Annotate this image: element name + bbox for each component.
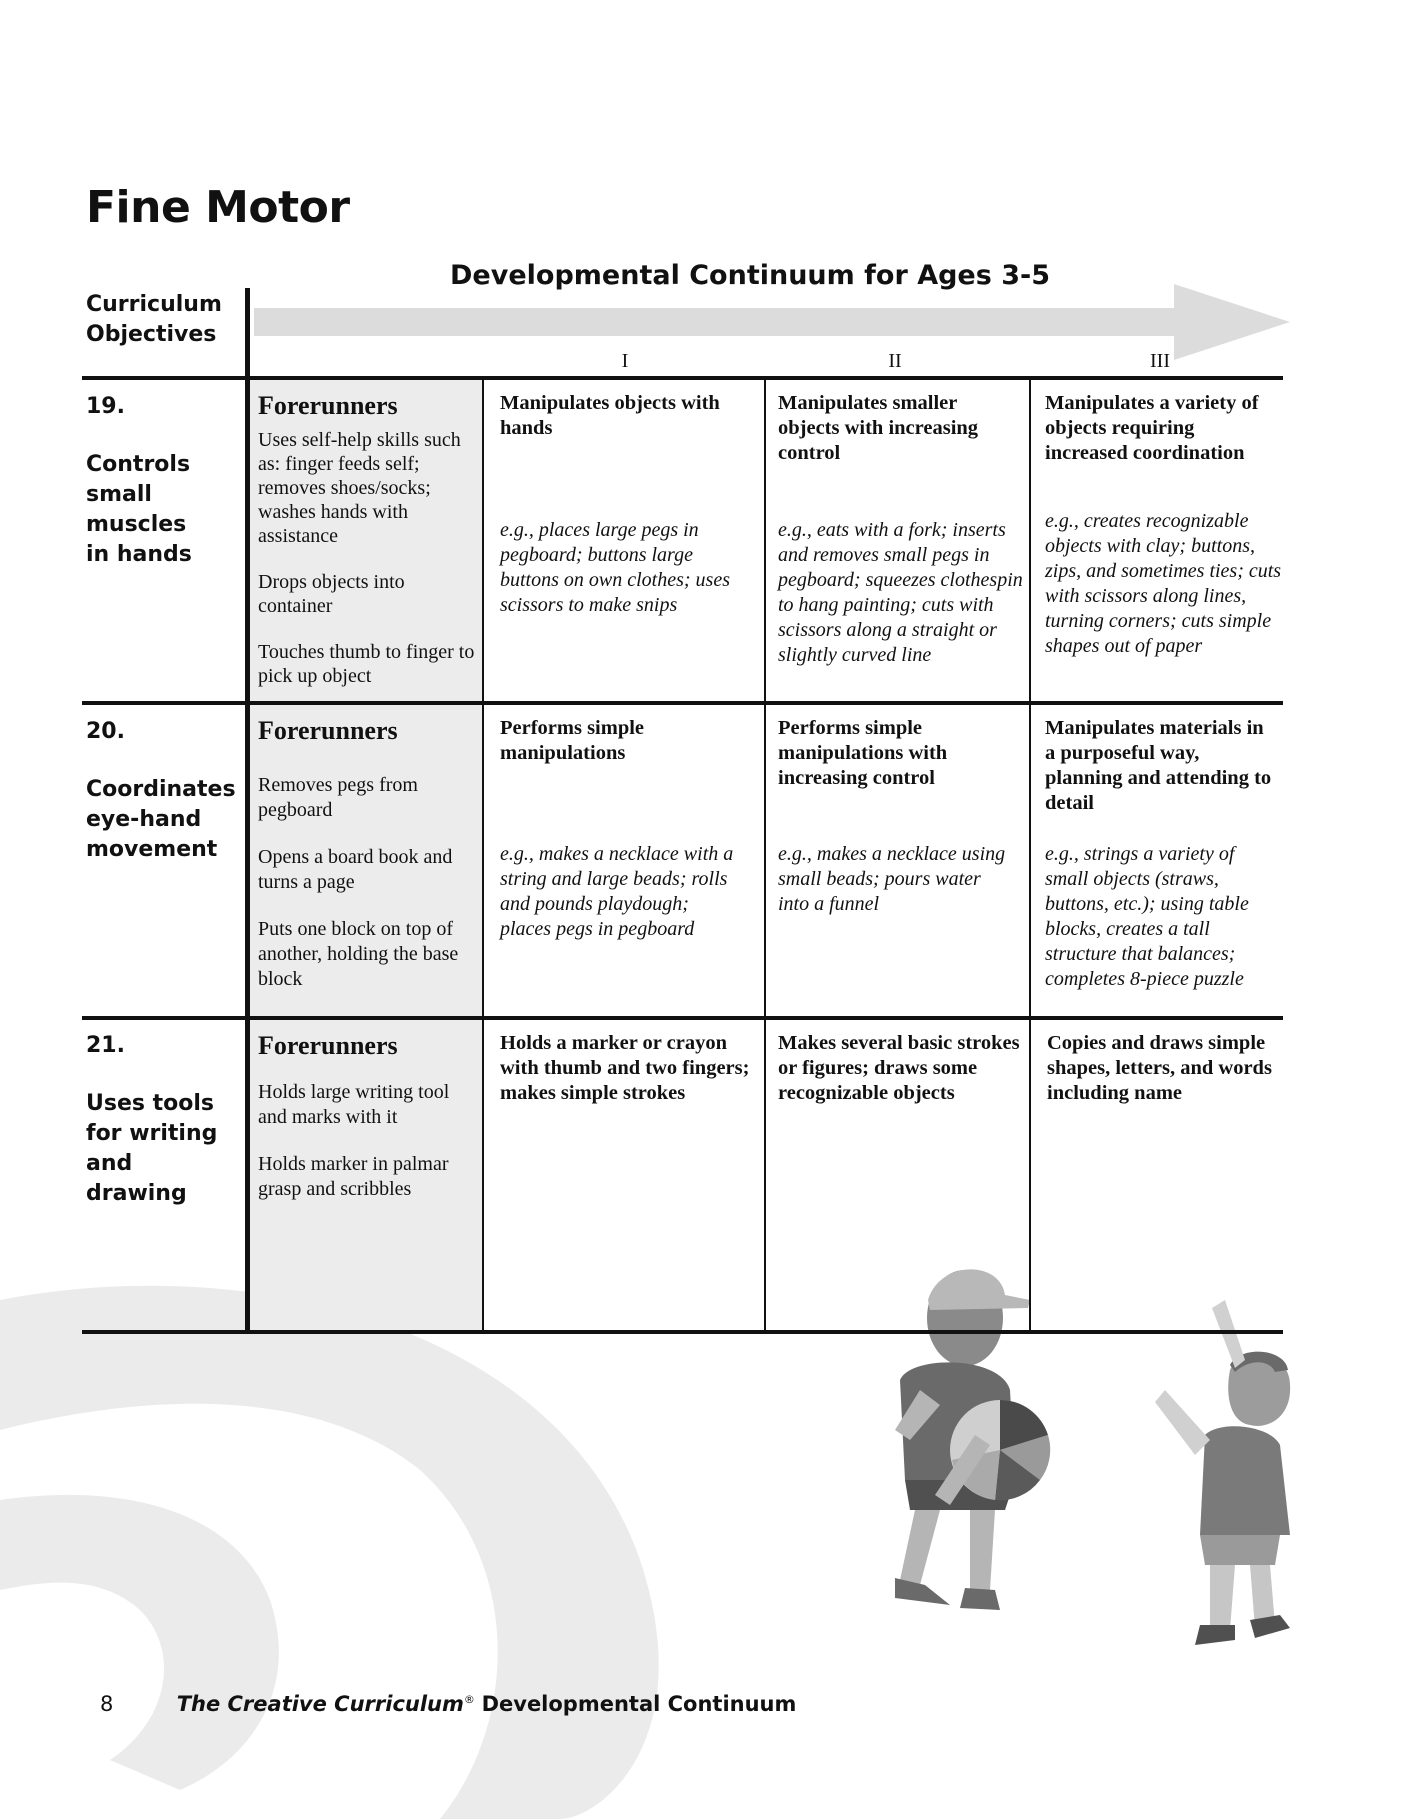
forerunner-item: Puts one block on top of another, holding the base block	[258, 918, 459, 990]
objectives-header	[86, 290, 236, 350]
level-description: Holds a marker or crayon with thumb and two fingers; makes simple strokes	[500, 1032, 750, 1104]
objectives-header-line-1: Curriculum	[86, 292, 222, 317]
row-divider-2	[82, 1016, 1283, 1020]
level-example: e.g., creates recognizable objects with clay; buttons, zips, and sometimes ties; cuts with scissors along lines, turning corners; cuts simple shapes out of paper	[1045, 510, 1282, 657]
forerunners-cell-21	[258, 1030, 480, 1202]
registered-mark: ®	[463, 1693, 475, 1706]
level-description: Manipulates materials in a purposeful way, planning and attending to detail	[1045, 717, 1272, 814]
forerunner-item: Removes pegs from pegboard	[258, 774, 418, 821]
level-example: e.g., makes a necklace with a string and large beads; rolls and pounds playdough; places pegs in pegboard	[500, 843, 734, 940]
level-3-cell-19	[1045, 391, 1280, 691]
column-header-3: III	[1150, 350, 1170, 372]
forerunner-item: Touches thumb to finger to pick up object	[258, 641, 475, 687]
column-divider-2	[764, 378, 766, 1332]
forerunner-item: Holds large writing tool and marks with it	[258, 1081, 450, 1128]
level-description: Manipulates objects with hands	[500, 392, 720, 439]
level-1-cell-19	[500, 391, 755, 691]
level-2-cell-19	[778, 391, 1023, 691]
page-title: Fine Motor	[86, 182, 350, 233]
level-2-cell-20	[778, 716, 1018, 1006]
objective-cell-19	[86, 392, 236, 570]
page-number: 8	[100, 1692, 114, 1716]
objectives-header-line-2: Objectives	[86, 322, 217, 347]
children-playing-ball-illustration	[800, 1260, 1300, 1660]
continuum-arrow-icon	[254, 284, 1290, 360]
objective-cell-21	[86, 1031, 236, 1209]
level-example: e.g., eats with a fork; inserts and removes small pegs in pegboard; squeezes clothespin to hang painting; cuts with scissors along a straight or slightly curved line	[778, 519, 1023, 666]
level-3-cell-21	[1047, 1031, 1272, 1106]
row-divider-1	[82, 701, 1283, 705]
level-description: Makes several basic strokes or figures; draws some recognizable objects	[778, 1032, 1020, 1104]
row-divider-bottom	[82, 1330, 1283, 1334]
forerunners-title: Forerunners	[258, 716, 398, 745]
forerunners-cell-19	[258, 390, 478, 688]
column-divider-1	[482, 378, 484, 1332]
objective-number: 20.	[86, 719, 125, 744]
forerunners-cell-20	[258, 715, 473, 992]
objectives-divider	[245, 288, 250, 1334]
column-divider-3	[1029, 378, 1031, 1332]
forerunner-item: Uses self-help skills such as: finger feeds self; removes shoes/socks; washes hands with assistance	[258, 429, 461, 547]
row-divider-top	[82, 376, 1283, 380]
book-title: The Creative Curriculum	[176, 1692, 464, 1716]
level-description: Manipulates smaller objects with increasing control	[778, 392, 979, 464]
level-description: Copies and draws simple shapes, letters, and words including name	[1047, 1032, 1272, 1104]
book-subtitle: Developmental Continuum	[481, 1692, 797, 1716]
level-description: Performs simple manipulations	[500, 717, 645, 764]
forerunners-title: Forerunners	[258, 1031, 398, 1060]
level-1-cell-21	[500, 1031, 750, 1106]
level-example: e.g., makes a necklace using small beads; pours water into a funnel	[778, 843, 1006, 915]
forerunner-item: Drops objects into container	[258, 571, 405, 617]
continuum-title: Developmental Continuum for Ages 3-5	[450, 260, 1050, 291]
objective-name: Coordinates eye-hand movement	[86, 777, 236, 862]
column-header-1: I	[621, 350, 629, 372]
level-example: e.g., places large pegs in pegboard; buttons large buttons on own clothes; uses scissors to make snips	[500, 519, 730, 616]
level-1-cell-20	[500, 716, 755, 1006]
forerunner-item: Opens a board book and turns a page	[258, 846, 453, 893]
objective-number: 19.	[86, 394, 125, 419]
forerunner-item: Holds marker in palmar grasp and scribbles	[258, 1153, 449, 1200]
objective-cell-20	[86, 717, 236, 865]
level-example: e.g., strings a variety of small objects (straws, buttons, etc.); using table blocks, creates a tall structure that balances; completes 8-piece puzzle	[1045, 843, 1249, 990]
objective-name: Uses tools for writing and drawing	[86, 1091, 218, 1206]
page-footer	[100, 1692, 796, 1716]
level-2-cell-21	[778, 1031, 1023, 1106]
objective-number: 21.	[86, 1033, 125, 1058]
objective-name: Controls small muscles in hands	[86, 452, 192, 567]
level-description: Manipulates a variety of objects requiring increased coordination	[1045, 392, 1259, 464]
level-3-cell-20	[1045, 716, 1275, 1006]
level-description: Performs simple manipulations with increasing control	[778, 717, 948, 789]
forerunners-title: Forerunners	[258, 391, 398, 420]
column-header-2: II	[888, 350, 902, 372]
